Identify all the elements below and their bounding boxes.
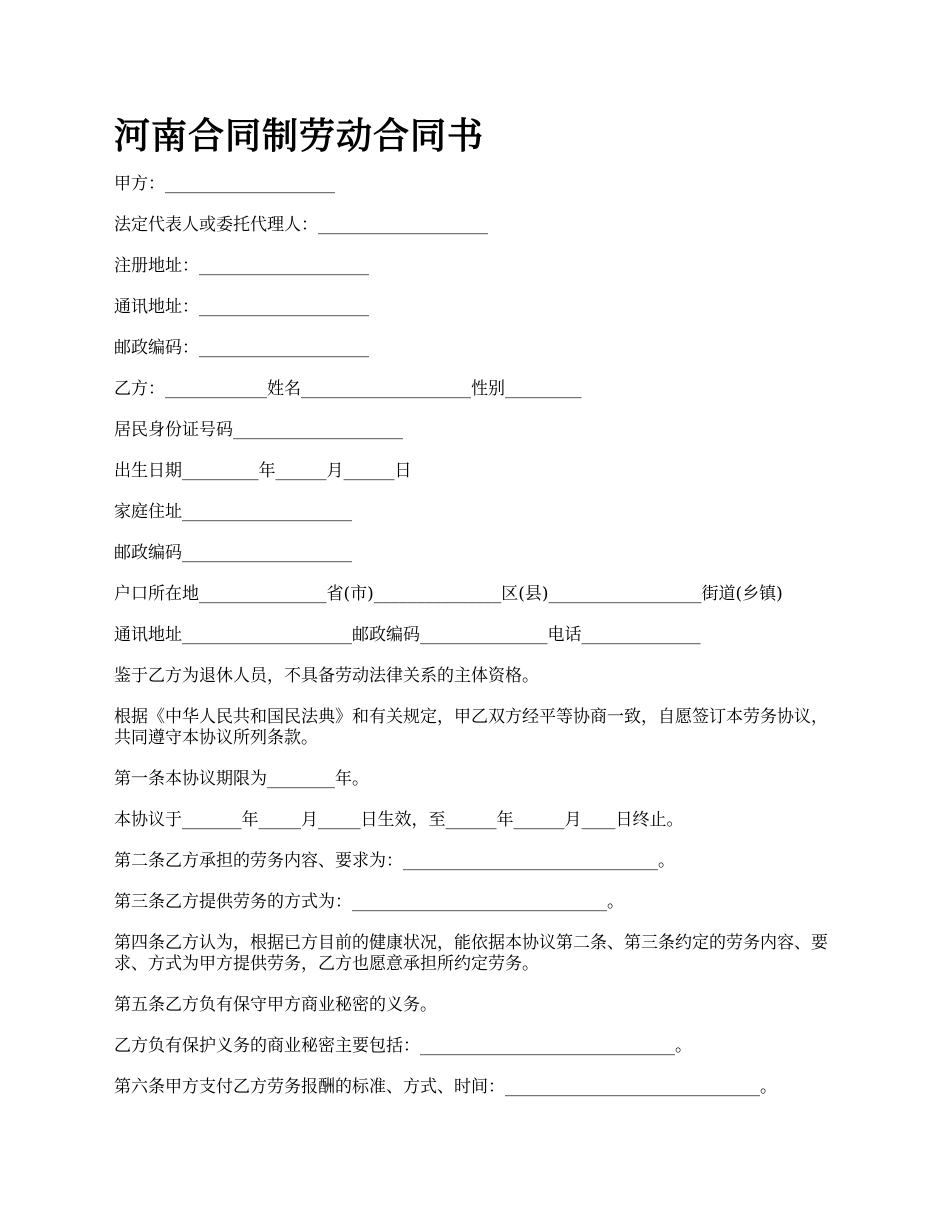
document-title: 河南合同制劳动合同书 (114, 115, 485, 157)
article-3: 第三条乙方提供劳务的方式为：______________________________。 (114, 892, 624, 912)
retiree-clause: 鉴于乙方为退休人员，不具备劳动法律关系的主体资格。 (114, 666, 539, 686)
legal-basis-paragraph: 根据《中华人民共和国民法典》和有关规定，甲乙双方经平等协商一致，自愿签订本劳务协议，共同遵守本协议所列条款。 (114, 707, 828, 748)
party-b-line: 乙方：____________姓名____________________性别_________ (114, 379, 582, 399)
id-number-line: 居民身份证号码____________________ (114, 420, 403, 440)
article-4: 第四条乙方认为，根据已方目前的健康状况，能依据本协议第二条、第三条约定的劳务内容、要求、方式为甲方提供劳务，乙方也愿意承担所约定劳务。 (114, 933, 828, 974)
registered-address-line: 注册地址：____________________ (114, 256, 369, 276)
party-a-line: 甲方：____________________ (114, 174, 335, 194)
article-2: 第二条乙方承担的劳务内容、要求为：______________________________。 (114, 851, 675, 871)
article-1: 第一条本协议期限为________年。 (114, 769, 369, 789)
legal-representative-line: 法定代表人或委托代理人：____________________ (114, 215, 488, 235)
document-page (114, 110, 844, 1118)
article-5: 第五条乙方负有保守甲方商业秘密的义务。 (114, 995, 437, 1015)
article-6: 第六条甲方支付乙方劳务报酬的标准、方式、时间：______________________________。 (114, 1077, 777, 1097)
trade-secrets-line: 乙方负有保护义务的商业秘密主要包括：______________________________。 (114, 1036, 692, 1056)
household-registration-line: 户口所在地_______________省(市)_______________区(县)__________________街道(乡镇) (114, 584, 783, 604)
home-postal-code-line: 邮政编码____________________ (114, 543, 352, 563)
mailing-address-line: 通讯地址：____________________ (114, 297, 369, 317)
birth-date-line: 出生日期_________年______月______日 (114, 461, 412, 481)
postal-code-line: 邮政编码：____________________ (114, 338, 369, 358)
contact-line: 通讯地址____________________邮政编码_______________电话______________ (114, 625, 701, 645)
effective-period-line: 本协议于_______年_____月_____日生效，至______年______月____日终止。 (114, 810, 684, 830)
home-address-line: 家庭住址____________________ (114, 502, 352, 522)
